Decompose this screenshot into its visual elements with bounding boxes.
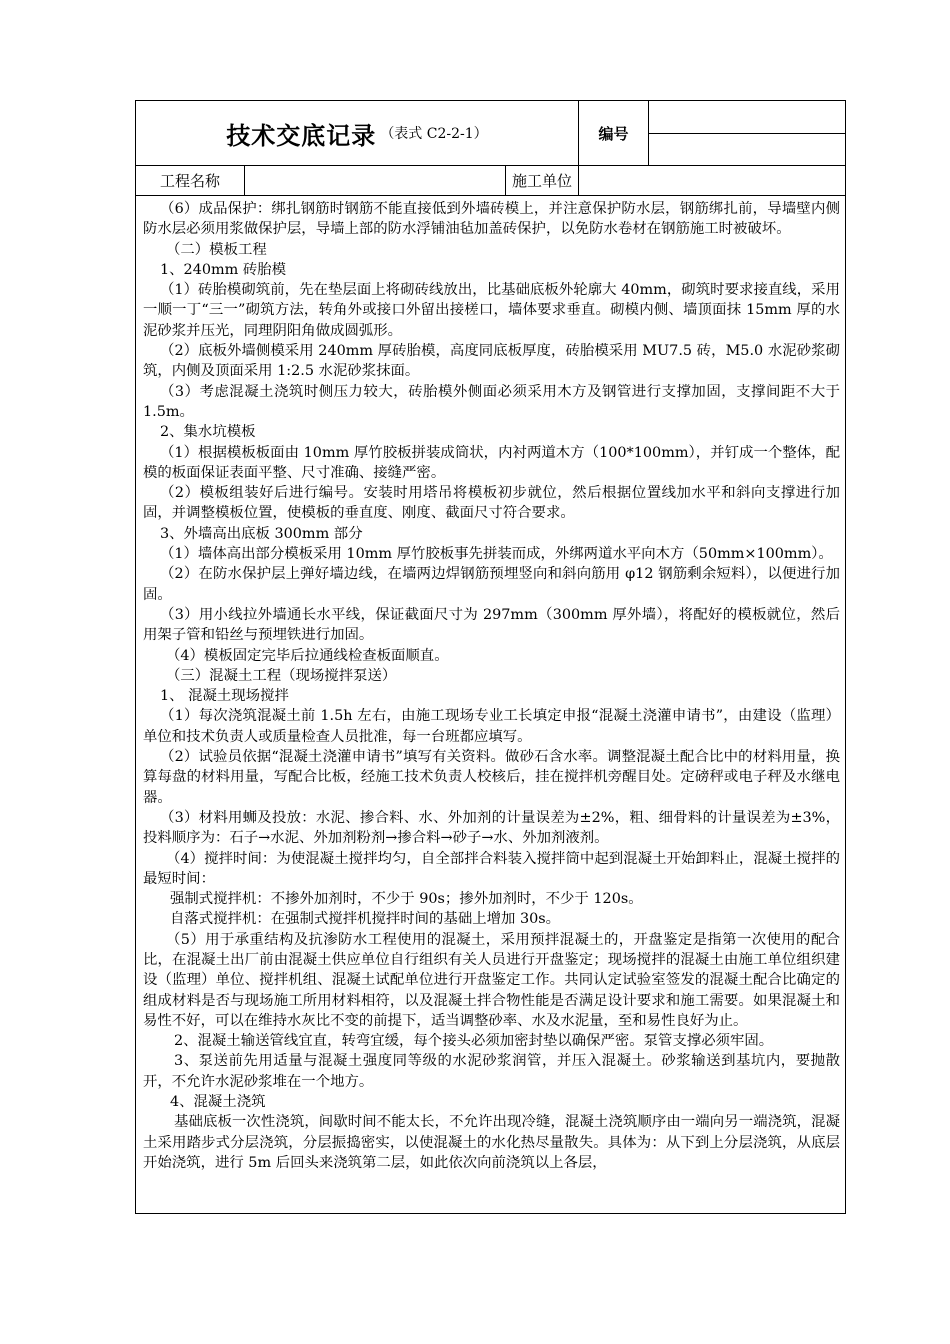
project-name-field[interactable] [245,165,505,195]
content-paragraph: 强制式搅拌机：不掺外加剂时，不少于 90s；掺外加剂时，不少于 120s。 [170,891,643,908]
number-field[interactable] [649,101,845,133]
form-header-row [136,101,845,166]
content-paragraph: （6）成品保护：绑扎钢筋时钢筋不能直接低到外墙砖模上，并注意保护防水层，钢筋绑扎前，导墙壁内侧防水层必须用浆做保护层，导墙上部的防水浮铺油毡加盖砖保护，以免防水卷材在钢筋施工时被破坏。 [143,201,840,238]
content-paragraph: （5）用于承重结构及抗渗防水工程使用的混凝土，采用预拌混凝土的，开盘鉴定是指第一次使用的配合比，在混凝土出厂前由混凝土供应单位自行组织有关人员进行开盘鉴定；现场搅拌的混凝土由施工单位组织建设（监理）单位、搅拌机组、混凝土试配单位进行开盘鉴定工作。共同认定试验室签发的混凝土配合比确定的组成材料是否与现场施工所用材料相符，以及混凝土拌合物性能是否满足设计要求和施工需要。如果混凝土和易性不好，可以在维持水灰比不变的前提下，适当调整砂率、水及水泥量，至和易性良好为止。 [143,931,840,1029]
content-paragraph: （1）砖胎模砌筑前，先在垫层面上将砌砖线放出，比基础底板外轮廓大 40mm，砌筑时要求接直线，采用一顺一丁“三一”砌筑方法，转角外或接口外留出接槎口，墙体要求垂直。砌模内侧、墙顶面抹 15mm 厚的水泥砂浆并压光，同理阴阳角做成圆弧形。 [143,282,840,339]
content-paragraph: 2、混凝土输送管线宜直，转弯宜缓，每个接头必须加密封垫以确保严密。泵管支撑必须牢固。 [174,1033,774,1050]
project-name-label: 工程名称 [159,171,220,190]
content-paragraph: 2、集水坑模板 [160,424,256,441]
construction-unit-label: 施工单位 [511,171,572,190]
content-paragraph: （4）搅拌时间：为使混凝土搅拌均匀，自全部拌合料装入搅拌筒中起到混凝土开始卸料止，混凝土搅拌的最短时间： [143,850,840,887]
content-paragraph: 3、外墙高出底板 300mm 部分 [160,525,363,542]
content-paragraph: 基础底板一次性浇筑，间歇时间不能太长，不允许出现冷缝，混凝土浇筑顺序由一端向另一端浇筑，混凝土采用踏步式分层浇筑，分层振捣密实，以使混凝土的水化热尽量散失。具体为：从下到上分层浇筑，从底层开始浇筑，进行 5m 后回头来浇筑第二层，如此依次向前浇筑以上各层， [143,1114,840,1171]
content-paragraph: （2）试验员依据“混凝土浇灌申请书”填写有关资料。做砂石含水率。调整混凝土配合比中的材料用量，换算每盘的材料用量，写配合比板，经施工技术负责人校核后，挂在搅拌机旁醒目处。定磅秤或电子秤及水继电器。 [143,749,840,806]
content-paragraph: （4）模板固定完毕后拉通线检查板面顺直。 [166,647,449,664]
content-paragraph: （二）模板工程 [166,241,267,258]
content-paragraph: （1）每次浇筑混凝土前 1.5h 左右，由施工现场专业工长填定申报“混凝土浇灌申请书”，由建设（监理）单位和技术负责人或质量检查人员批准，每一台班都应填写。 [143,708,840,745]
content-paragraph: 4、混凝土浇筑 [170,1094,266,1111]
briefing-content [143,199,840,1173]
content-paragraph: 1、240mm 砖胎模 [160,261,287,278]
form-code: （表式 C2-2-1） [380,126,488,142]
content-paragraph: （3）材料用蛳及投放：水泥、掺合料、水、外加剂的计量误差为±2%，粗、细骨料的计量误差为±3%，投料顺序为：石子→水泥、外加剂粉剂→掺合料→砂子→水、外加剂液剂。 [143,809,840,847]
technical-briefing-form [135,100,846,1214]
content-paragraph: （2）底板外墙侧模采用 240mm 厚砖胎模，高度同底板厚度，砖胎模采用 MU7.5 砖，M5.0 水泥砂浆砌筑，内侧及顶面采用 1:2.5 水泥砂浆抹面。 [143,343,840,380]
content-paragraph: （3）考虑混凝土浇筑时侧压力较大，砖胎模外侧面必须采用木方及钢管进行支撑加固，支撑间距不大于 1.5m。 [143,383,840,420]
form-info-row [136,165,845,196]
form-title [136,101,578,165]
content-paragraph: （2）模板组装好后进行编号。安装时用塔吊将模板初步就位，然后根据位置线加水平和斜向支撑进行加固，并调整模板位置，使模板的垂直度、刚度、截面尺寸符合要求。 [143,485,840,522]
content-paragraph: 自落式搅拌机：在强制式搅拌机搅拌时间的基础上增加 30s。 [170,911,561,928]
content-paragraph: （3）用小线拉外墙通长水平线，保证截面尺寸为 297mm（300mm 厚外墙），将配好的模板就位，然后用架子管和铅丝与预埋铁进行加固。 [143,606,840,644]
content-paragraph: 3、泵送前先用适量与混凝土强度同等级的水泥砂浆润管，并压入混凝土。砂浆输送到基坑内，要抛散开，不允许水泥砂浆堆在一个地方。 [143,1053,840,1090]
content-paragraph: （1）根据模板板面由 10mm 厚竹胶板拼装成筒状，内衬两道木方（100*100mm），并钉成一个整体，配模的板面保证表面平整、尺寸准确、接缝严密。 [143,444,840,481]
content-paragraph: 1、 混凝土现场搅拌 [160,688,289,705]
construction-unit-field[interactable] [579,165,845,195]
number-field-divider [649,133,845,134]
content-paragraph: （1）墙体高出部分模板采用 10mm 厚竹胶板事先拼装而成，外绑两道水平向木方（50mm×100mm）。 [160,546,833,563]
form-title-main: 技术交底记录 [226,120,377,150]
content-paragraph: （三）混凝土工程（现场搅拌泵送） [166,667,397,684]
content-paragraph: （2）在防水保护层上弹好墙边线，在墙两边焊钢筋预埋竖向和斜向筋用 φ12 钢筋剩余短料），以便进行加固。 [143,566,840,603]
number-label: 编号 [598,124,629,143]
